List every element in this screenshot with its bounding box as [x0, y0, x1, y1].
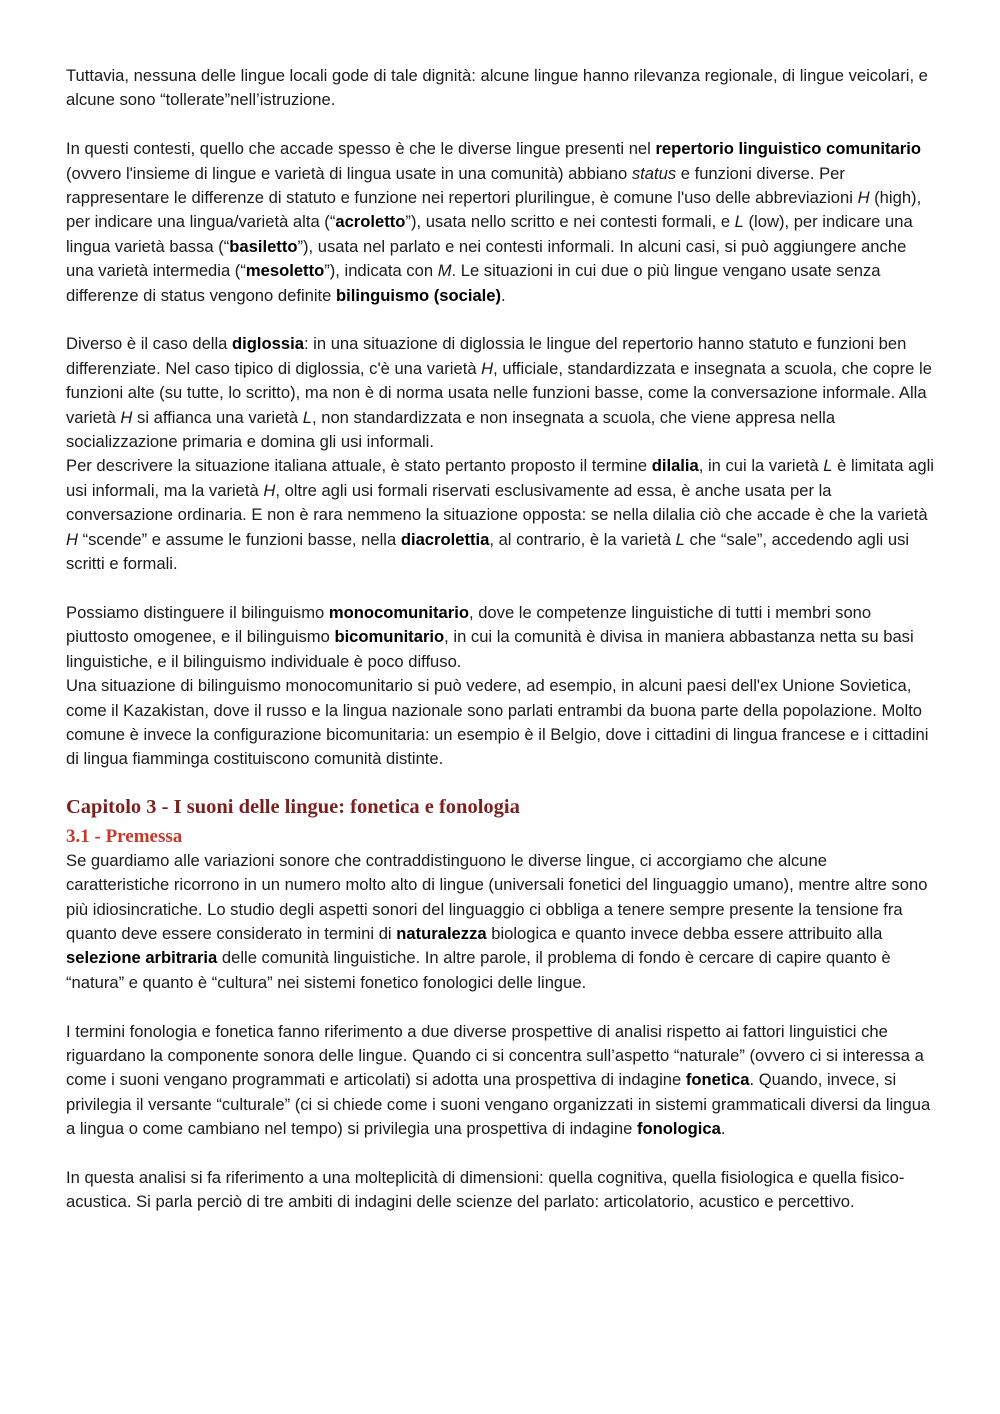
term-naturalezza: naturalezza: [396, 923, 487, 943]
term-acroletto: acroletto: [335, 212, 406, 232]
paragraph-local-languages: Tuttavia, nessuna delle lingue locali gode di tale dignità: alcune lingue hanno rilevanza regionale, di lingue veicolari, e alcune sono “tollerate”nell’istruzione.: [66, 66, 928, 110]
term-fonologica: fonologica: [636, 1119, 721, 1139]
paragraph-dimensioni: In questa analisi si fa riferimento a una molteplicità di dimensioni: quella cognitiva, quella fisiologica e quella fisico-acustica. Si parla perciò di tre ambiti di indagini delle scienze del parlato: articolatorio, acustico e percettivo.: [66, 1167, 905, 1212]
term-fonetica: fonetica: [685, 1070, 750, 1090]
term-repertorio: repertorio linguistico comunitario: [655, 139, 921, 159]
term-bilinguismo: bilinguismo (sociale): [336, 285, 502, 305]
term-selezione-arbitraria: selezione arbitraria: [66, 948, 218, 968]
term-diacrolettia: diacrolettia: [400, 529, 490, 549]
term-dilalia: dilalia: [651, 456, 699, 476]
paragraph-diglossia: Diverso è il caso della diglossia: in una situazione di diglossia le lingue del repertorio hanno statuto e funzioni ben differenziate. Nel caso tipico di diglossia, c'è una varietà H, ufficiale, standardizzata e insegnata a scuola, che copre le funzioni alte (su tutte, lo scritto), ma non è di norma usata nelle funzioni basse, come la conversazione informale. Alla varietà H si affianca una varietà L, non standardizzata e non insegnata a scuola, che viene appresa nella socializzazione primaria e domina gli usi informali.: [66, 334, 932, 452]
paragraph-bilinguismo-types: Possiamo distinguere il bilinguismo monocomunitario, dove le competenze linguistiche di tutti i membri sono piuttosto omogenee, e il bilinguismo bicomunitario, in cui la comunità è divisa in maniera abbastanza netta su basi linguistiche, e il bilinguismo individuale è poco diffuso.: [66, 602, 914, 671]
document-page: [66, 64, 934, 1215]
term-diglossia: diglossia: [232, 334, 304, 354]
paragraph-examples: Una situazione di bilinguismo monocomunitario si può vedere, ad esempio, in alcuni paesi dell'ex Unione Sovietica, come il Kazakistan, dove il russo e la lingua nazionale sono parlati entrambi da buona parte della popolazione. Molto comune è invece la configurazione bicomunitaria: un esempio è il Belgio, dove i cittadini di lingua francese e i cittadini di lingua fiamminga costituiscono comunità distinte.: [66, 676, 929, 769]
term-basiletto: basiletto: [229, 236, 298, 256]
section-title: 3.1 - Premessa: [66, 825, 183, 847]
paragraph-fonologia-fonetica: I termini fonologia e fonetica fanno riferimento a due diverse prospettive di analisi rispetto ai fattori linguistici che riguardano la componente sonora delle lingue. Quando ci si concentra sull’aspetto “naturale” (ovvero ci si interessa a come i suoni vengano programmati e articolati) si adotta una prospettiva di indagine fonetica. Quando, invece, si privilegia il versante “culturale” (ci si chiede come i suoni vengano organizzati in sistemi grammaticali diversi da lingua a lingua o come cambiano nel tempo) si privilegia una prospettiva di indagine fonologica.: [66, 1021, 931, 1139]
chapter-title: Capitolo 3 - I suoni delle lingue: fonetica e fonologia: [66, 795, 520, 818]
term-mesoletto: mesoletto: [245, 261, 325, 281]
term-bicomunitario: bicomunitario: [334, 627, 445, 647]
paragraph-premessa: Se guardiamo alle variazioni sonore che contraddistinguono le diverse lingue, ci accorgiamo che alcune caratteristiche ricorrono in un numero molto alto di lingue (universali fonetici del linguaggio umano), mentre altre sono più idiosincratiche. Lo studio degli aspetti sonori del linguaggio ci obbliga a tenere sempre presente la tensione fra quanto deve essere considerato in termini di naturalezza biologica e quanto invece debba essere attribuito alla selezione arbitraria delle comunità linguistiche. In altre parole, il problema di fondo è cercare di capire quanto è “natura” e quanto è “cultura” nei sistemi fonetico fonologici delle lingue.: [66, 850, 928, 992]
paragraph-repertorio: In questi contesti, quello che accade spesso è che le diverse lingue presenti nel repertorio linguistico comunitario (ovvero l'insieme di lingue e varietà di lingua usate in una comunità) abbiano status e funzioni diverse. Per rappresentare le differenze di statuto e funzione nei repertori plurilingue, è comune l'uso delle abbreviazioni H (high), per indicare una lingua/varietà alta (“acroletto”), usata nello scritto e nei contesti formali, e L (low), per indicare una lingua varietà bassa (“basiletto”), usata nel parlato e nei contesti informali. In alcuni casi, si può aggiungere anche una varietà intermedia (“mesoletto”), indicata con M. Le situazioni in cui due o più lingue vengano usate senza differenze di status vengono definite bilinguismo (sociale).: [66, 139, 922, 305]
paragraph-dilalia: Per descrivere la situazione italiana attuale, è stato pertanto proposto il termine dilalia, in cui la varietà L è limitata agli usi informali, ma la varietà H, oltre agli usi formali riservati esclusivamente ad essa, è anche usata per la conversazione ordinaria. E non è rara nemmeno la situazione opposta: se nella dilalia ciò che accade è che la varietà H “scende” e assume le funzioni basse, nella diacrolettia, al contrario, è la varietà L che “sale”, accedendo agli usi scritti e formali.: [66, 456, 934, 574]
term-monocomunitario: monocomunitario: [328, 602, 469, 622]
